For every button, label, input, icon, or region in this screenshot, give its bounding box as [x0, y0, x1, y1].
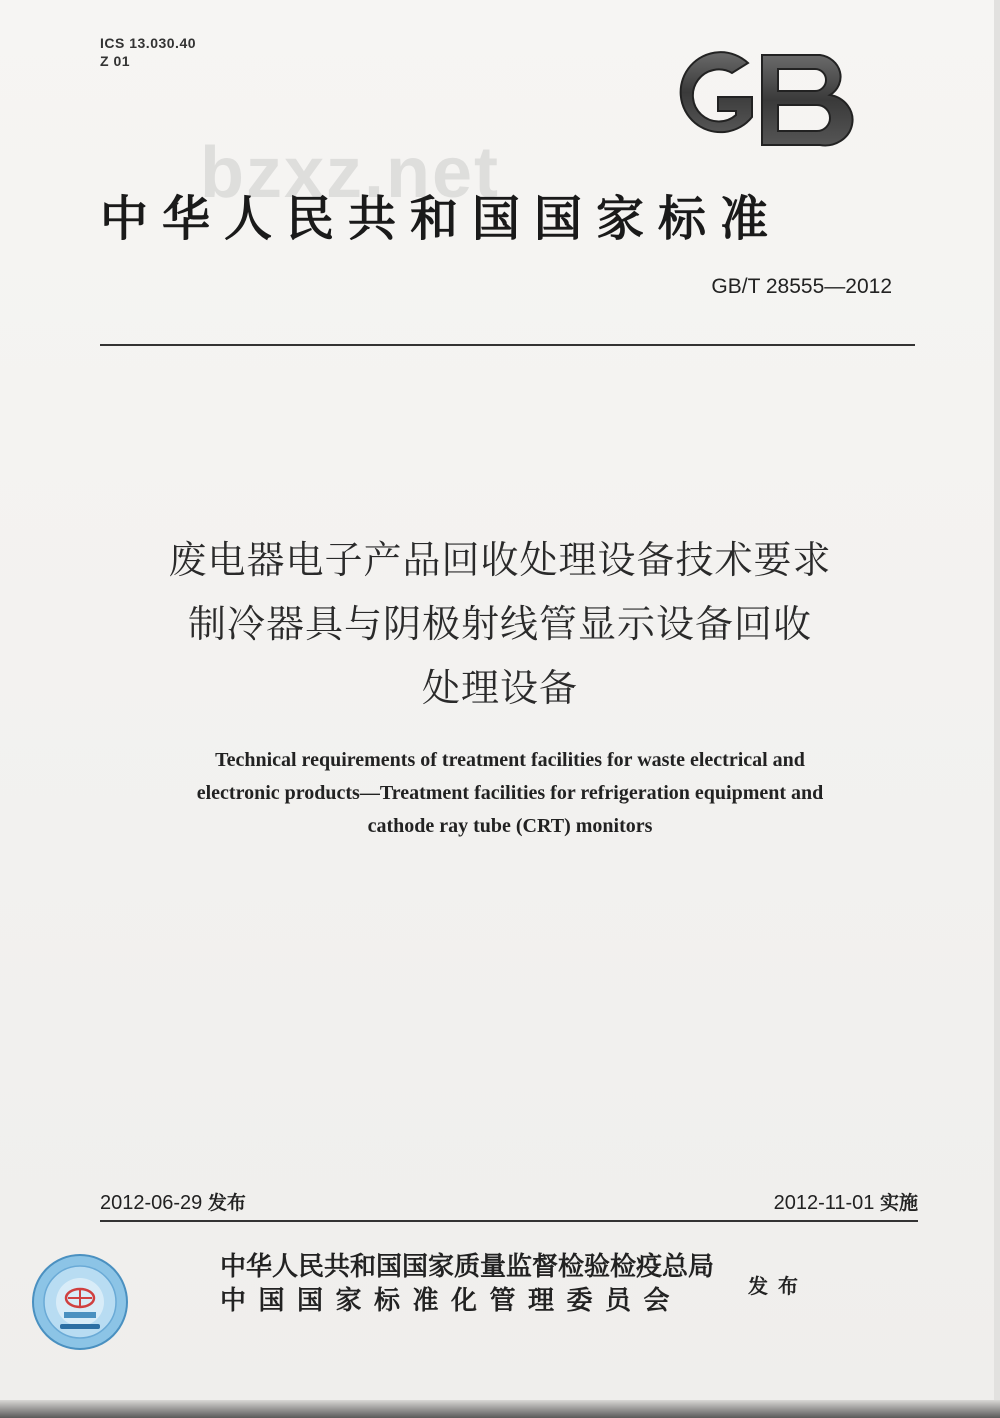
- chinese-title-line-2: 制冷器具与阴极射线管显示设备回收: [187, 602, 812, 646]
- english-title-line-2: electronic products—Treatment facilities for refrigeration equipment and: [196, 782, 824, 804]
- ics-classification: [100, 34, 196, 70]
- scan-bottom-edge: [0, 1400, 1000, 1418]
- publish-label: 发布: [748, 1274, 808, 1298]
- issue-date: [100, 1188, 246, 1215]
- page-edge: [994, 0, 1000, 1418]
- chinese-title-line-1: 废电器电子产品回收处理设备技术要求: [168, 538, 832, 582]
- english-title: [100, 744, 920, 843]
- effective-date: [774, 1188, 918, 1215]
- publisher-line-1: 中华人民共和国国家质量监督检验检疫总局: [220, 1252, 715, 1282]
- english-title-line-3: cathode ray tube (CRT) monitors: [367, 815, 653, 837]
- watermark: bzxz.net: [200, 133, 501, 213]
- ics-code: ICS 13.030.40: [100, 35, 197, 51]
- gb-logo-icon: [660, 45, 865, 155]
- main-title: 中华人民共和国国家标准: [100, 191, 783, 247]
- bottom-divider: [100, 1220, 918, 1222]
- top-divider: [100, 344, 915, 346]
- effective-date-value: 2012-11-01: [773, 1192, 875, 1214]
- publisher-line-2: 中国国家标准化管理委员会: [220, 1286, 683, 1316]
- issue-date-label: 发布: [207, 1192, 246, 1214]
- category-code: Z 01: [100, 53, 131, 69]
- chinese-title-line-3: 处理设备: [421, 666, 578, 710]
- chinese-title: [60, 528, 940, 720]
- issue-date-value: 2012-06-29: [100, 1192, 203, 1214]
- effective-date-label: 实施: [879, 1192, 918, 1214]
- anti-counterfeit-stamp-icon: [30, 1252, 130, 1352]
- english-title-line-1: Technical requirements of treatment facilities for waste electrical and: [215, 749, 805, 771]
- publishers: [220, 1250, 714, 1318]
- standard-code: GB/T 28555—2012: [711, 275, 892, 298]
